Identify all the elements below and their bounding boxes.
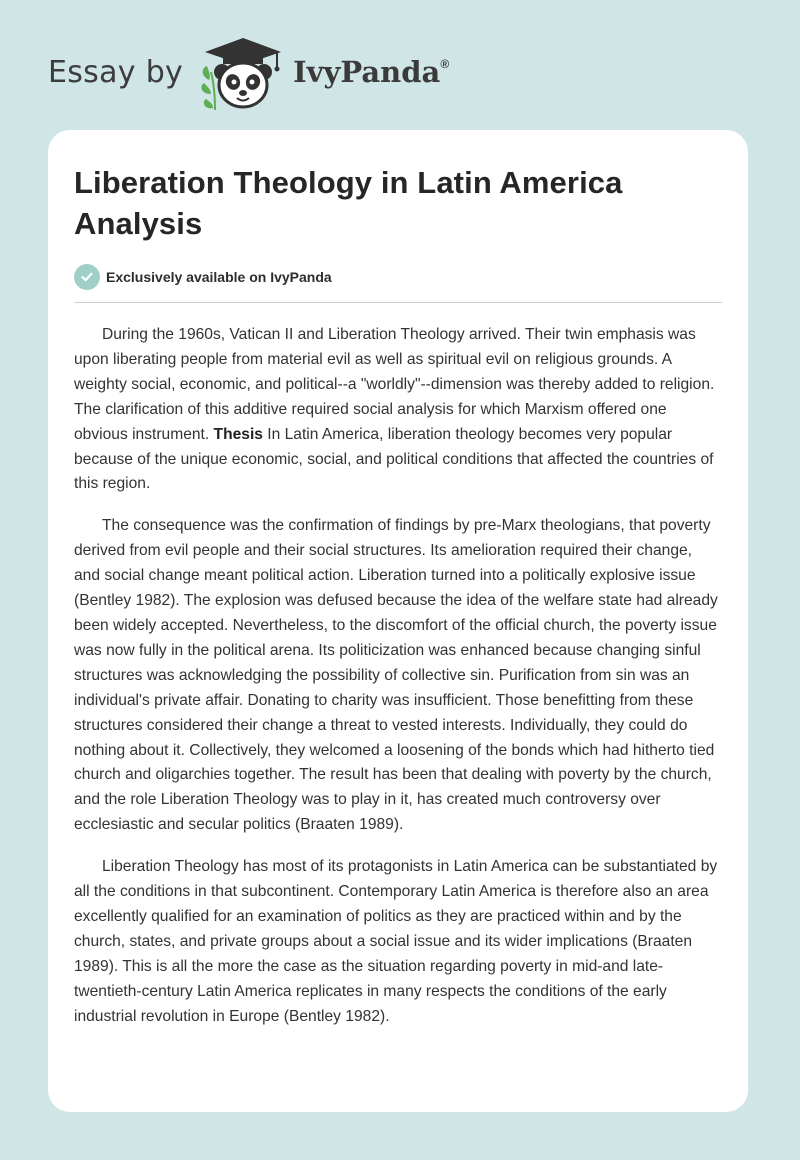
brand-text: IvyPanda [293,55,441,89]
paragraph: The consequence was the confirmation of findings by pre-Marx theologians, that poverty derived from evil people and their social structures. Its amelioration required their change, and social change meant political action. Liberation turned into a politically explosive issue (Bentley 1982). The explosion was defused because the idea of the welfare state had already been widely accepted. Nevertheless, to the discomfort of the official church, the poverty issue was now fully in the political arena. Its politicization was enhanced because changing sinful structures was acknowledging the possibility of collective sin. Purification from sin was an individual's private affair. Donating to charity was insufficient. Those benefitting from these structures considered their change a threat to vested interests. Individually, they could do nothing about it. Collectively, they welcomed a loosening of the bonds which had hitherto tied church and oligarchies together. The result has been that dealing with poverty by the church, and the role Liberation Theology was to play in it, has created much controversy over ecclesiastic and secular politics (Braaten 1989). [74,517,718,834]
paragraph-text: In Latin America, liberation theology becomes very popular because of the unique economic, social, and political conditions that affected the countries of this region. [74,425,714,493]
paragraph [74,323,722,497]
ivypanda-logo-icon[interactable] [197,32,289,112]
essay-by-label: Essay by [48,54,184,90]
thesis-label: Thesis [213,425,263,443]
check-circle-icon [74,264,100,290]
registered-mark: ® [440,57,450,71]
paragraph: Liberation Theology has most of its protagonists in Latin America can be substantiated by all the conditions in that subcontinent. Contemporary Latin America is therefore also an area excellently qualified for an examination of politics as they are practiced within and by the church, states, and private groups about a social issue and its wider implications (Braaten 1989). This is all the more the case as the situation regarding poverty in mid-and late-twentieth-century Latin America replicates in many respects the conditions of the early industrial revolution in Europe (Bentley 1982). [74,858,718,1025]
essay-card [48,130,748,1112]
brand-name[interactable] [293,55,449,89]
essay-title: Liberation Theology in Latin America Analysis [74,165,623,241]
paragraph-text: During the 1960s, Vatican II and Liberation Theology arrived. Their twin emphasis was upon liberating people from material evil as well as spiritual evil on religious grounds. A weighty social, economic, and political--a "worldly"--dimension was thereby added to religion. The clarification of this additive required social analysis for which Marxism offered one obvious instrument. [74,326,715,443]
essay-body [74,323,722,1029]
title-divider [74,302,722,303]
exclusive-badge [74,264,722,290]
site-header [48,32,449,112]
exclusive-label: Exclusively available on IvyPanda [106,269,332,285]
